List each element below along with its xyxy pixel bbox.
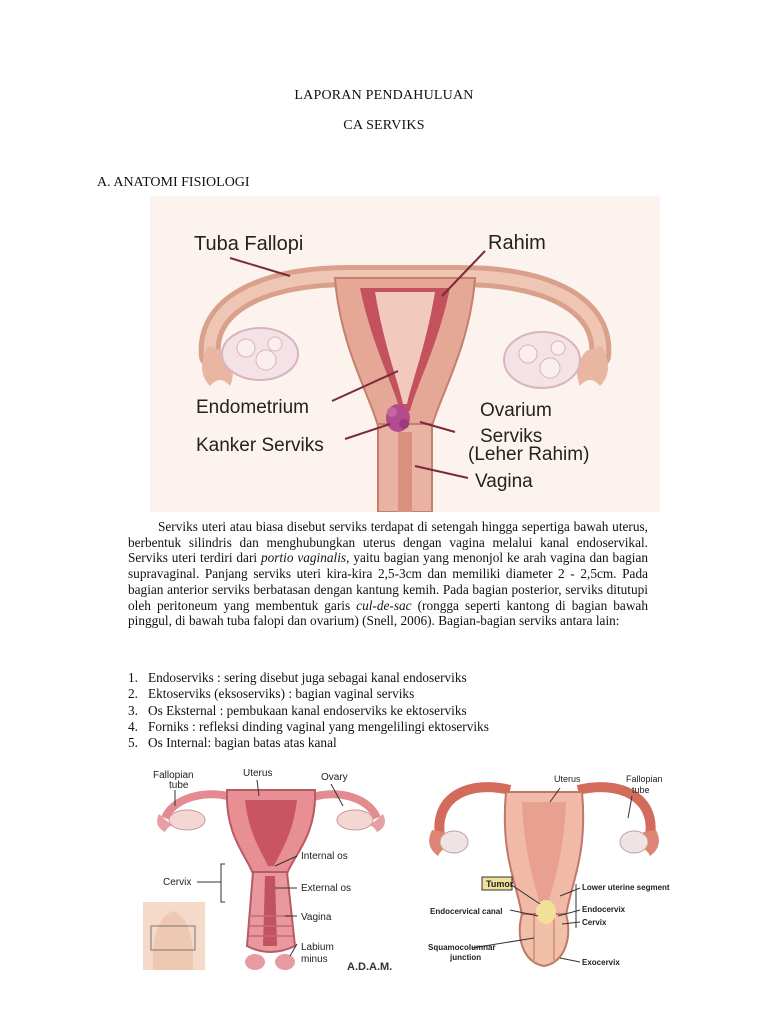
label-ovarium: Ovarium bbox=[480, 400, 552, 421]
label-endocervix: Endocervix bbox=[582, 905, 626, 914]
list-item: 1. Endoserviks : sering disebut juga sebagai kanal endoserviks bbox=[128, 670, 467, 685]
label-minus: minus bbox=[301, 954, 328, 965]
label-squamocolumnar: Squamocolumnar bbox=[428, 943, 496, 952]
list-item: 4. Forniks : refleksi dinding vaginal yang mengelilingi ektoserviks bbox=[128, 718, 489, 734]
label-external-os: External os bbox=[301, 883, 352, 894]
label-vagina: Vagina bbox=[475, 471, 533, 492]
list-item: 3. Os Eksternal : pembukaan kanal endoserviks ke ektoserviks bbox=[128, 702, 467, 718]
label-uterus: Uterus bbox=[554, 774, 581, 784]
label-leher-rahim: (Leher Rahim) bbox=[468, 444, 590, 465]
list-item: 5. Os Internal: bagian batas atas kanal bbox=[128, 735, 337, 751]
label-vagina: Vagina bbox=[301, 912, 332, 923]
label-junction: junction bbox=[450, 953, 482, 962]
paragraph-text-2: , yaitu bagian yang menonjol ke arah vagina dan bagian supravaginal. Panjang serviks uteri kira-kira 2,5-3cm dan memiliki diameter 2 - 2,5cm. Pada bagian anterior serviks berbatasan dengan kantung kemih. Pada bagian posterior, serviks ditutupi oleh peritoneum yang membentuk garis bbox=[128, 550, 648, 613]
label-ovary: Ovary bbox=[321, 772, 348, 783]
label-fallopian: Fallopian bbox=[153, 770, 194, 781]
label-exocervix: Exocervix bbox=[582, 958, 620, 967]
paragraph-term-portio: portio vaginalis bbox=[260, 550, 347, 566]
label-tuba-fallopi: Tuba Fallopi bbox=[194, 233, 304, 255]
figure-adam-anatomy bbox=[135, 766, 403, 974]
section-heading: A. ANATOMI FISIOLOGI bbox=[97, 175, 250, 190]
label-endocervical-canal: Endocervical canal bbox=[430, 907, 503, 916]
label-tube: tube bbox=[169, 780, 189, 791]
label-kanker-serviks: Kanker Serviks bbox=[196, 435, 324, 456]
paragraph-text-1: Serviks uteri atau biasa disebut serviks terdapat di setengah hingga sepertiga bawah uterus, berbentuk silindris dan menghubungkan uterus dengan vagina melalui kanal endoservikal. Serviks uteri terdiri dari bbox=[128, 519, 648, 566]
document-subtitle: CA SERVIKS bbox=[343, 118, 425, 133]
adam-logo: A.D.A.M. bbox=[347, 961, 393, 973]
label-tube: tube bbox=[632, 785, 650, 795]
label-cervix: Cervix bbox=[163, 877, 192, 888]
paragraph-text-3: (rongga seperti kantong di bagian bawah pinggul, di bawah tuba falopi dan ovarium) (Snell, 2006). Bagian-bagian serviks antara lain: bbox=[128, 597, 648, 629]
label-lower-uterine-segment: Lower uterine segment bbox=[582, 883, 670, 892]
label-serviks: Serviks bbox=[480, 426, 543, 447]
label-rahim: Rahim bbox=[488, 232, 546, 254]
body-paragraph bbox=[128, 519, 648, 629]
document-title: LAPORAN PENDAHULUAN bbox=[294, 88, 474, 103]
list-item: 2. Ektoserviks (eksoserviks) : bagian vaginal serviks bbox=[128, 686, 415, 702]
label-uterus: Uterus bbox=[243, 768, 273, 779]
label-cervix: Cervix bbox=[582, 918, 607, 927]
label-internal-os: Internal os bbox=[301, 851, 348, 862]
label-labium: Labium bbox=[301, 942, 334, 953]
label-endometrium: Endometrium bbox=[196, 397, 309, 418]
figure-uterus-cancer bbox=[150, 196, 660, 512]
label-tumor: Tumor bbox=[486, 879, 514, 889]
label-fallopian: Fallopian bbox=[626, 774, 663, 784]
figure-cervical-tumor bbox=[410, 766, 678, 974]
paragraph-term-cul-de-sac: cul-de-sac bbox=[356, 597, 412, 613]
cervix-parts-list bbox=[128, 670, 489, 751]
